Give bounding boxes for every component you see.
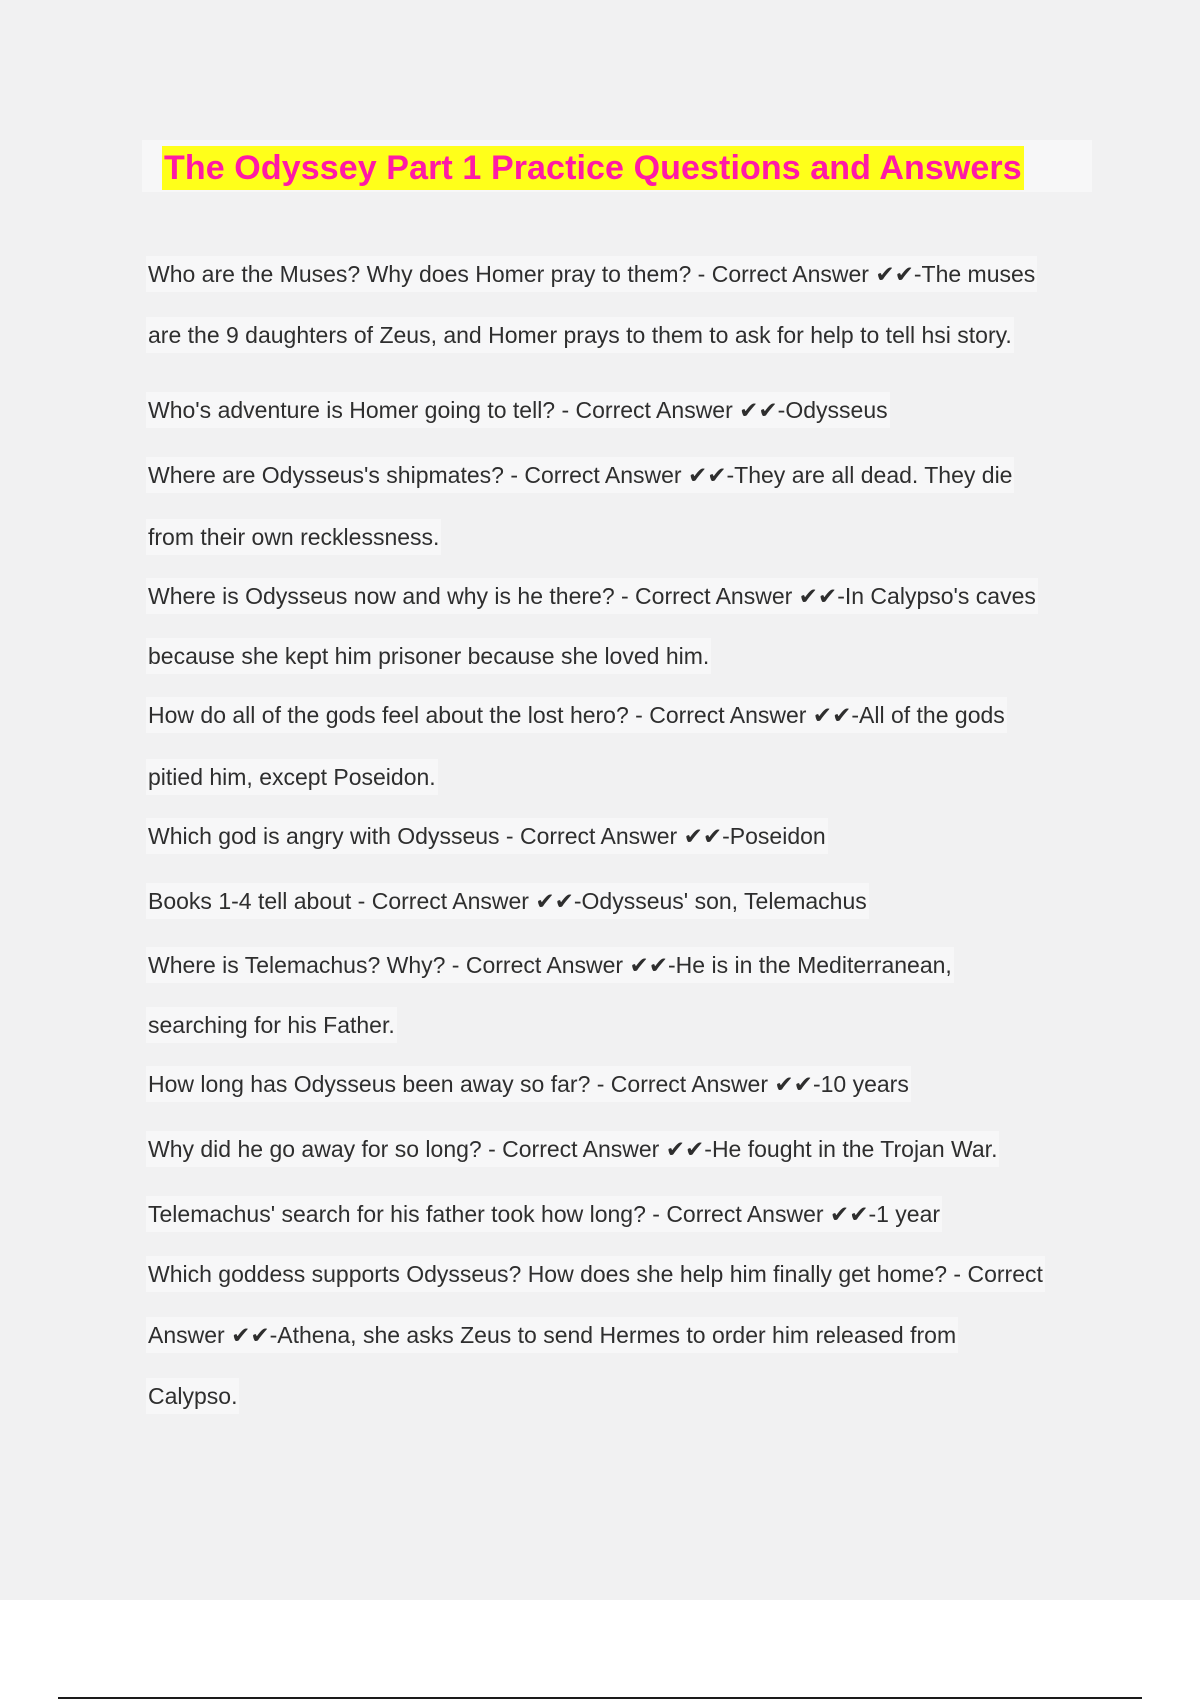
text-line: Which god is angry with Odysseus - Correct Answer ✔✔-Poseidon	[146, 818, 828, 854]
text-line: searching for his Father.	[146, 1007, 397, 1043]
text-line: Where are Odysseus's shipmates? - Correct Answer ✔✔-They are all dead. They die	[146, 457, 1014, 493]
text-line: Answer ✔✔-Athena, she asks Zeus to send Hermes to order him released from	[146, 1317, 958, 1353]
footer-rule	[58, 1697, 1142, 1699]
text-line: Why did he go away for so long? - Correct Answer ✔✔-He fought in the Trojan War.	[146, 1131, 999, 1167]
text-line: Which goddess supports Odysseus? How does she help him finally get home? - Correct	[146, 1256, 1045, 1292]
text-line: pitied him, except Poseidon.	[146, 759, 438, 795]
document-title: The Odyssey Part 1 Practice Questions and Answers	[162, 146, 1024, 190]
text-line: Who are the Muses? Why does Homer pray to them? - Correct Answer ✔✔-The muses	[146, 256, 1037, 292]
text-line: because she kept him prisoner because she loved him.	[146, 638, 711, 674]
text-line: from their own recklessness.	[146, 519, 441, 555]
text-line: Where is Telemachus? Why? - Correct Answer ✔✔-He is in the Mediterranean,	[146, 947, 954, 983]
text-line: How do all of the gods feel about the lost hero? - Correct Answer ✔✔-All of the gods	[146, 697, 1007, 733]
text-line: How long has Odysseus been away so far? - Correct Answer ✔✔-10 years	[146, 1066, 911, 1102]
text-line: Telemachus' search for his father took how long? - Correct Answer ✔✔-1 year	[146, 1196, 942, 1232]
text-line: Calypso.	[146, 1378, 239, 1414]
text-line: Where is Odysseus now and why is he there? - Correct Answer ✔✔-In Calypso's caves	[146, 578, 1038, 614]
text-line: Who's adventure is Homer going to tell? - Correct Answer ✔✔-Odysseus	[146, 392, 890, 428]
text-line: Books 1-4 tell about - Correct Answer ✔✔-Odysseus' son, Telemachus	[146, 883, 869, 919]
text-line: are the 9 daughters of Zeus, and Homer prays to them to ask for help to tell hsi story.	[146, 317, 1014, 353]
